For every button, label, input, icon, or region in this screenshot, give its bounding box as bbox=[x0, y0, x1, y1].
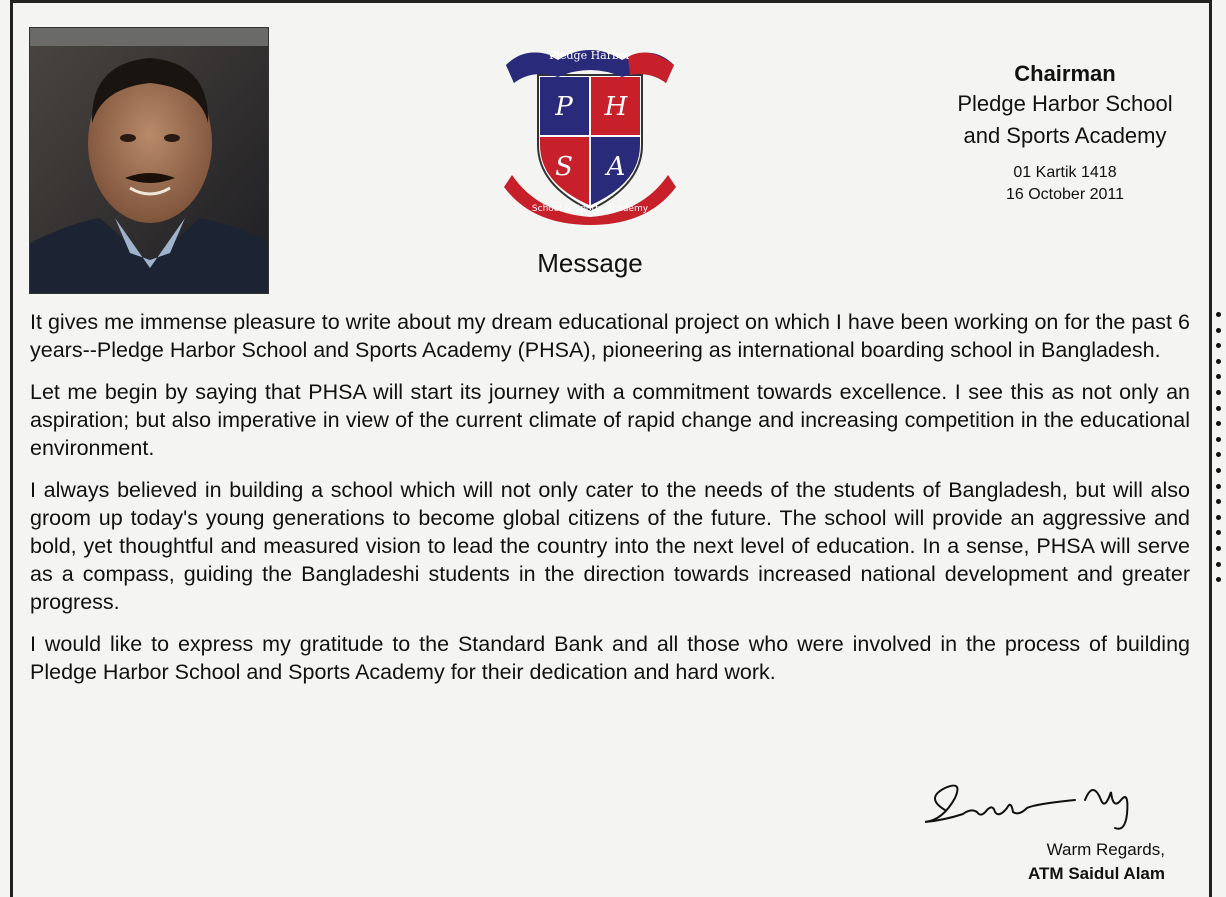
edge-dot bbox=[1216, 312, 1221, 317]
crest-ribbon-bottom: School & Sports Academy bbox=[531, 204, 649, 214]
message-body bbox=[30, 308, 1190, 700]
crest-letter-s: S bbox=[555, 152, 573, 182]
edge-dot bbox=[1216, 468, 1221, 473]
edge-dot bbox=[1216, 515, 1221, 520]
signer-name: ATM Saidul Alam bbox=[1028, 864, 1165, 883]
date-gregorian: 16 October 2011 bbox=[1005, 186, 1124, 203]
message-paragraph: I always believed in building a school which will not only cater to the needs of the students of Bangladesh, but will also groom up today's young generations to become global citizens of the future. The school will provide an aggressive and bold, yet thoughtful and measured vision to lead the country into the next level of education. In a sense, PHSA will serve as a compass, guiding the Bangladeshi students in the direction towards increased national development and greater progress. bbox=[30, 478, 1190, 614]
chairman-title: Chairman bbox=[1014, 61, 1116, 86]
crest-ribbon-top: Pledge Harbor bbox=[549, 49, 631, 62]
school-crest-logo bbox=[498, 35, 682, 225]
crest-letter-h: H bbox=[604, 92, 628, 122]
edge-dot bbox=[1216, 577, 1221, 582]
edge-dot bbox=[1216, 437, 1221, 442]
date-bengali: 01 Kartik 1418 bbox=[1013, 164, 1117, 181]
warm-regards: Warm Regards, bbox=[1046, 840, 1165, 859]
edge-dot bbox=[1216, 343, 1221, 348]
edge-dot bbox=[1216, 452, 1221, 457]
right-edge-dots bbox=[1216, 312, 1226, 593]
edge-dot bbox=[1216, 359, 1221, 364]
school-name-line2: and Sports Academy bbox=[963, 123, 1167, 148]
handwritten-signature bbox=[915, 770, 1155, 840]
chairman-info bbox=[930, 60, 1200, 206]
crest-letter-a: A bbox=[606, 152, 626, 182]
message-paragraph: I would like to express my gratitude to the Standard Bank and all those who were involved in the process of building Pledge Harbor School and Sports Academy for their dedication and hard work. bbox=[30, 632, 1190, 684]
crest-letter-p: P bbox=[555, 92, 573, 122]
edge-dot bbox=[1216, 374, 1221, 379]
edge-dot bbox=[1216, 546, 1221, 551]
edge-dot bbox=[1216, 562, 1221, 567]
message-paragraph: Let me begin by saying that PHSA will start its journey with a commitment towards excellence. I see this as not only an aspiration; but also imperative in view of the current climate of rapid change and increasing competition in the educational environment. bbox=[30, 380, 1190, 460]
edge-dot bbox=[1216, 530, 1221, 535]
edge-dot bbox=[1216, 484, 1221, 489]
edge-dot bbox=[1216, 390, 1221, 395]
edge-dot bbox=[1216, 421, 1221, 426]
sign-off bbox=[990, 838, 1165, 886]
edge-dot bbox=[1216, 499, 1221, 504]
chairman-photo bbox=[29, 27, 269, 294]
message-title: Message bbox=[537, 248, 643, 278]
message-paragraph: It gives me immense pleasure to write about my dream educational project on which I have been working on for the past 6 years--Pledge Harbor School and Sports Academy (PHSA), pioneering as international boarding school in Bangladesh. bbox=[30, 310, 1190, 362]
edge-dot bbox=[1216, 406, 1221, 411]
school-name-line1: Pledge Harbor School bbox=[957, 91, 1173, 116]
edge-dot bbox=[1216, 328, 1221, 333]
